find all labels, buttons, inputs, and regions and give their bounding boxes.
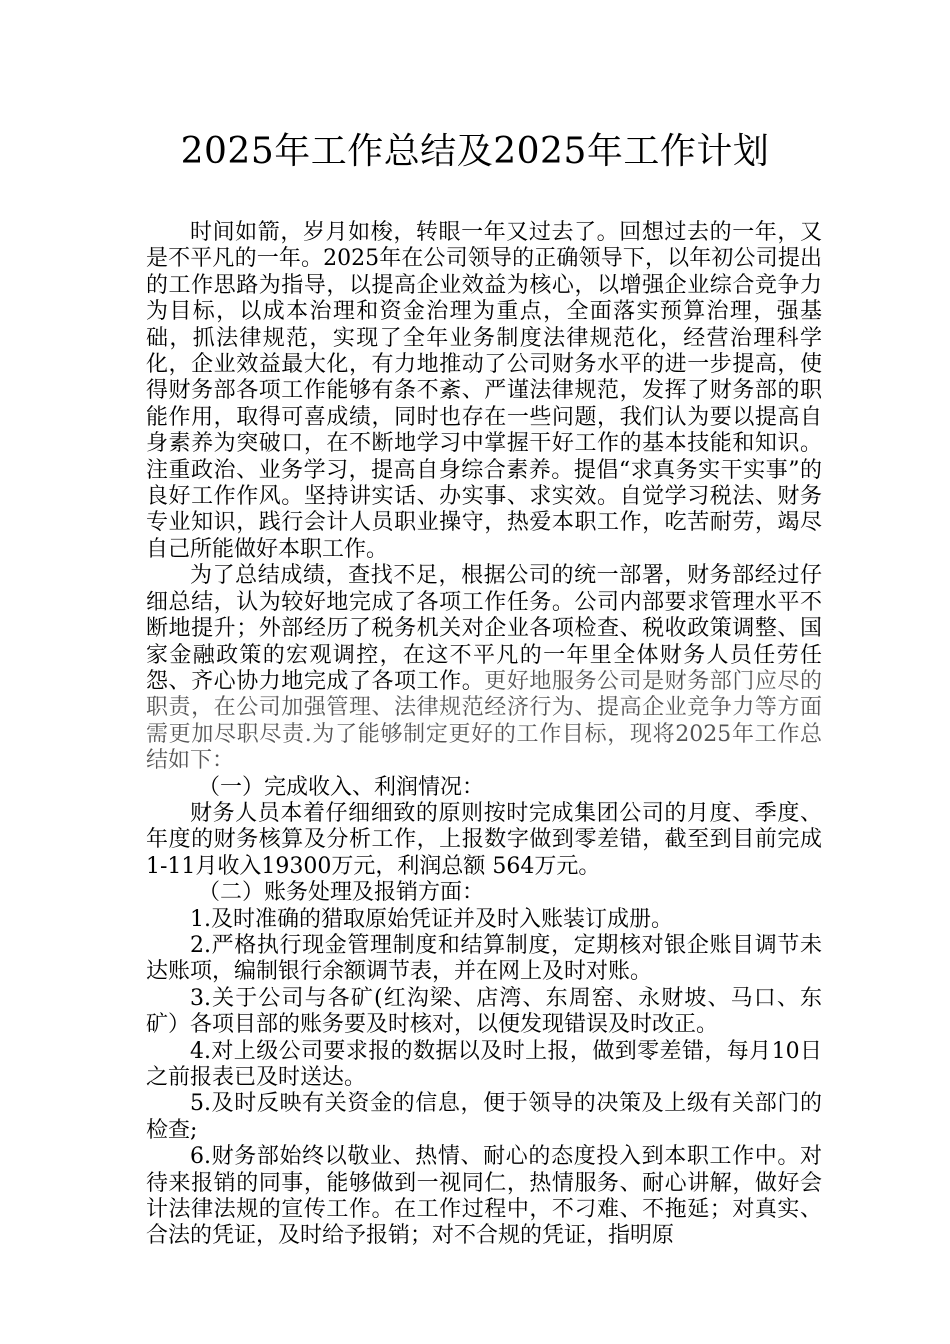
document-title: 2025年工作总结及2025年工作计划 (180, 131, 770, 172)
list-item: 6.财务部始终以敬业、热情、耐心的态度投入到本职工作中。对待来报销的同事，能够做到一视同仁，热情服务、耐心讲解，做好会计法律法规的宣传工作。在工作过程中，不刁难、不拖延；对真实、合法的凭证，及时给予报销；对不合规的凭证，指明原 (146, 1144, 822, 1249)
section-one-heading: （一）完成收入、利润情况： (198, 774, 485, 800)
list-item: 4.对上级公司要求报的数据以及时上报，做到零差错，每月10日之前报表已及时送达。 (146, 1038, 822, 1090)
section-two-heading: （二）账务处理及报销方面： (198, 880, 485, 906)
paragraph-intro: 时间如箭，岁月如梭，转眼一年又过去了。回想过去的一年，又是不平凡的一年。2025年在公司领导的正确领导下，以年初公司提出的工作思路为指导，以提高企业效益为核心，以增强企业综合竞争力为目标，以成本治理和资金治理为重点，全面落实预算治理，强基础，抓法律规范，实现了全年业务制度法律规范化，经营治理科学化，企业效益最大化，有力地推动了公司财务水平的进一步提高，使得财务部各项工作能够有条不紊、严谨法律规范，发挥了财务部的职能作用，取得可喜成绩，同时也存在一些问题，我们认为要以提高自身素养为突破口，在不断地学习中掌握干好工作的基本技能和知识。注重政治、业务学习，提高自身综合素养。提倡“求真务实干实事”的良好工作作风。坚持讲实话、办实事、求实效。自觉学习税法、财务专业知识，践行会计人员职业操守，热爱本职工作，吃苦耐劳，竭尽自己所能做好本职工作。 (146, 220, 822, 562)
list-item: 2.严格执行现金管理制度和结算制度，定期核对银企账目调节未达账项，编制银行余额调节表，并在网上及时对账。 (146, 932, 822, 985)
paragraph-summary-part-b: 更好地服务公司是财务部门应尽的职责，在公司加强管理、法律规范经济行为、提高企业竞争力等方面需更加尽职尽责.为了能够制定更好的工作目标，现将2025年工作总结如下： (146, 668, 822, 774)
list-item: 5.及时反映有关资金的信息，便于领导的决策及上级有关部门的检查; (146, 1091, 822, 1143)
list-item: 3.关于公司与各矿(红沟梁、店湾、东周窑、永财坡、马口、东矿）各项目部的账务要及时核对，以便发现错误及时改正。 (146, 985, 822, 1038)
document-body (146, 220, 822, 1250)
section-one-text: 财务人员本着仔细细致的原则按时完成集团公司的月度、季度、年度的财务核算及分析工作，上报数字做到零差错，截至到目前完成1-11月收入19300万元，利润总额 564万元。 (146, 800, 822, 879)
paragraph-summary-part-a: 为了总结成绩，查找不足，根据公司的统一部署，财务部经过仔细总结，认为较好地完成了各项工作任务。公司内部要求管理水平不断地提升；外部经历了税务机关对企业各项检查、税收政策调整、国家金融政策的宏观调控，在这不平凡的一年里全体财务人员任劳任怨、齐心协力地完成了各项工作。 (146, 563, 822, 694)
list-item: 1.及时准确的猎取原始凭证并及时入账装订成册。 (190, 906, 673, 932)
paragraph-summary (146, 563, 822, 774)
